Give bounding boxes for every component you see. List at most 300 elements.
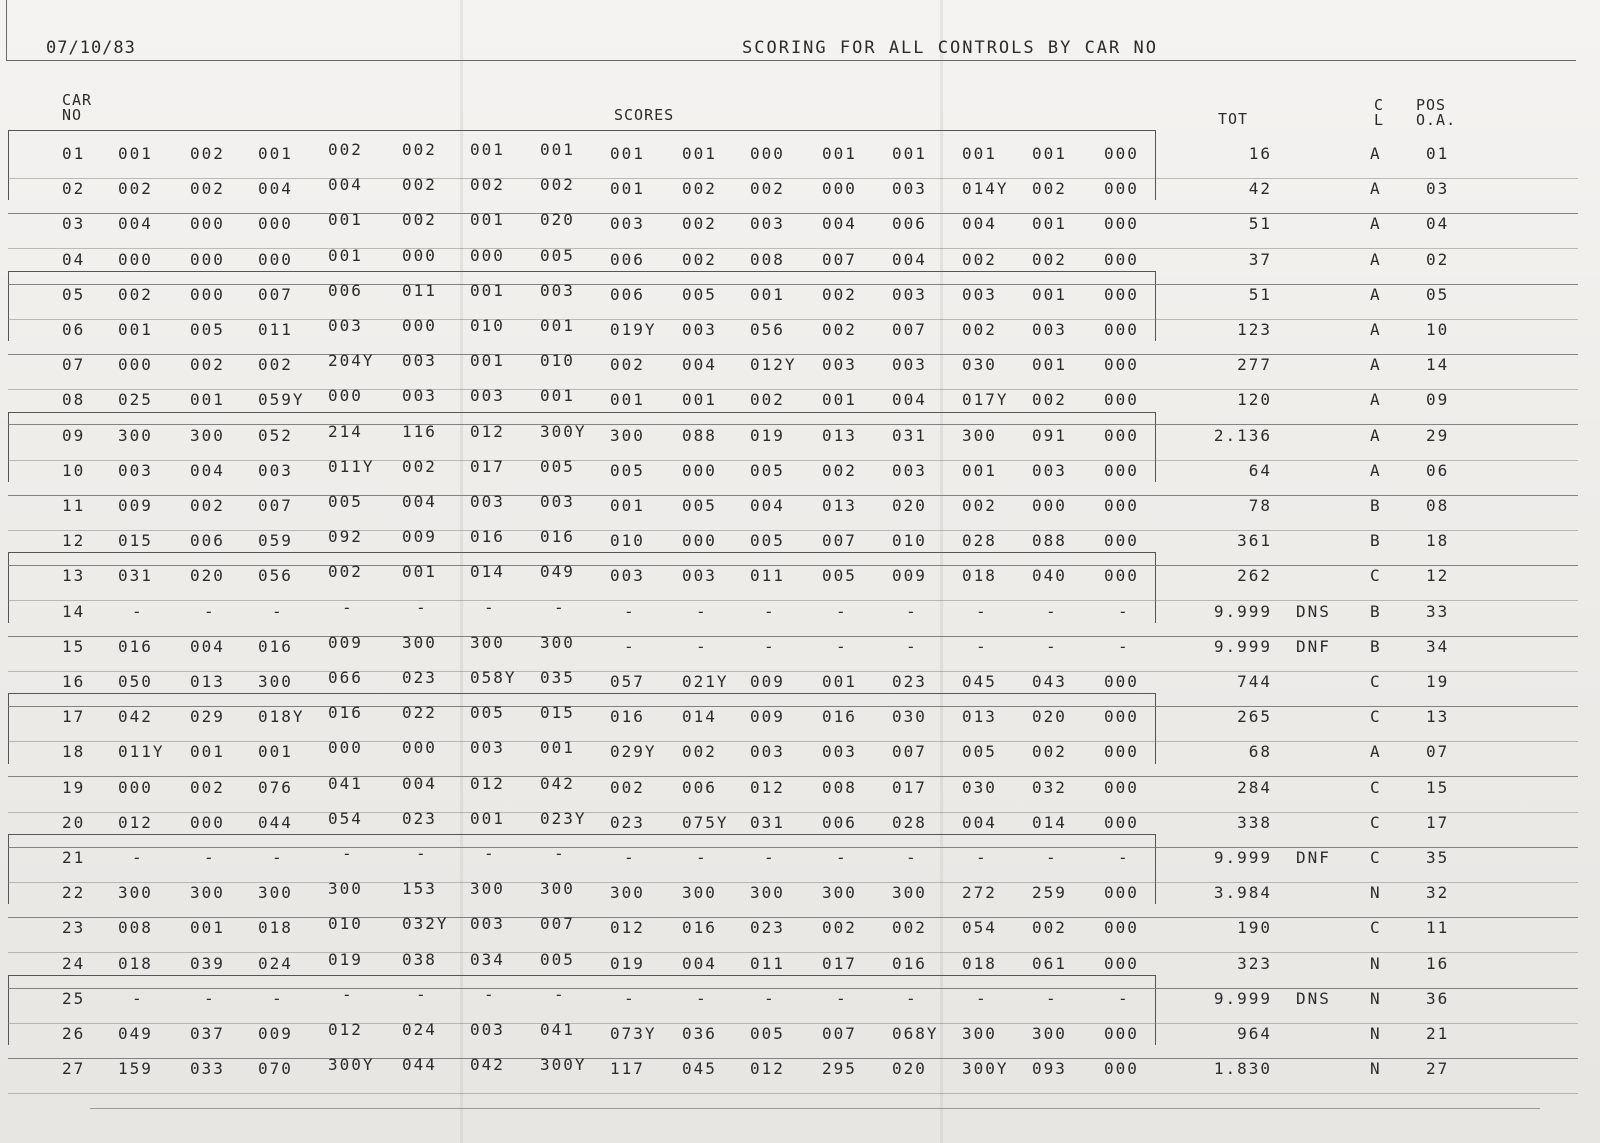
score-cell: 049 <box>540 562 575 582</box>
score-cell: 117 <box>610 1059 645 1079</box>
score-cell: 300 <box>258 883 293 903</box>
score-cell: 006 <box>190 531 225 551</box>
score-cell: 300 <box>962 425 997 445</box>
score-cell: - <box>624 601 636 621</box>
score-cell: 028 <box>962 531 997 551</box>
total-cell: 68 <box>1248 742 1272 762</box>
score-cell: - <box>1046 988 1058 1008</box>
score-cell: 003 <box>470 386 505 406</box>
score-cell: 001 <box>470 140 505 159</box>
score-cell: 005 <box>682 496 717 515</box>
score-cell: 003 <box>750 742 785 762</box>
score-cell: 004 <box>892 390 927 410</box>
score-cell: 002 <box>682 742 717 762</box>
score-cell: 002 <box>402 210 437 230</box>
score-cell: 075Y <box>682 812 729 832</box>
score-cell: 204Y <box>328 351 375 371</box>
score-cell: 030 <box>892 707 927 727</box>
score-cell: 044 <box>402 1055 437 1075</box>
score-cell: 002 <box>822 918 857 938</box>
score-cell: 018 <box>118 953 153 973</box>
total-cell: 9.999 <box>1213 601 1272 621</box>
position-cell: 06 <box>1426 460 1450 480</box>
class-cell: B <box>1370 531 1382 551</box>
score-cell: 300 <box>258 672 293 691</box>
score-cell: - <box>272 848 284 867</box>
score-cell: 002 <box>682 249 717 269</box>
score-cell: 000 <box>1104 918 1139 938</box>
score-cell: 002 <box>402 456 437 476</box>
car-number-cell: 25 <box>62 988 86 1008</box>
position-cell: 09 <box>1426 390 1450 410</box>
position-cell: 32 <box>1426 883 1450 903</box>
score-cell: 012 <box>470 773 505 793</box>
score-cell: 045 <box>962 672 997 691</box>
score-cell: 002 <box>610 355 645 375</box>
score-cell: 300Y <box>328 1055 375 1075</box>
score-cell: - <box>484 597 496 617</box>
score-cell: 000 <box>1104 144 1139 163</box>
score-cell: 042 <box>470 1055 505 1075</box>
score-cell: 000 <box>118 777 153 797</box>
score-cell: 300 <box>610 883 645 903</box>
score-cell: 042 <box>540 773 575 793</box>
score-cell: 019 <box>328 949 363 969</box>
score-cell: - <box>342 597 354 617</box>
status-cell: DNF <box>1296 636 1331 656</box>
score-cell: 002 <box>402 175 437 195</box>
total-cell: 964 <box>1237 1024 1272 1043</box>
car-number-cell: 09 <box>62 425 86 445</box>
class-cell: A <box>1370 214 1382 234</box>
score-cell: 052 <box>258 425 293 445</box>
score-cell: - <box>624 988 636 1008</box>
score-cell: 000 <box>1104 179 1139 199</box>
score-cell: - <box>696 848 708 867</box>
total-cell: 120 <box>1237 390 1272 410</box>
score-cell: 012 <box>750 777 785 797</box>
score-cell: - <box>976 848 988 867</box>
score-cell: 000 <box>1104 812 1139 832</box>
col-header-class-line1: C <box>1374 96 1385 114</box>
score-cell: 016 <box>892 953 927 973</box>
score-cell: 007 <box>258 284 293 304</box>
score-cell: 272 <box>962 883 997 903</box>
position-cell: 01 <box>1426 144 1450 163</box>
car-number-cell: 06 <box>62 320 86 339</box>
score-cell: 003 <box>540 280 575 300</box>
total-cell: 42 <box>1248 179 1272 199</box>
car-number-cell: 08 <box>62 390 86 410</box>
score-cell: 000 <box>1104 425 1139 445</box>
total-cell: 16 <box>1248 144 1272 163</box>
score-cell: 004 <box>682 953 717 973</box>
position-cell: 17 <box>1426 812 1450 832</box>
table-row <box>0 703 1600 742</box>
position-cell: 13 <box>1426 707 1450 727</box>
score-cell: 020 <box>1032 707 1067 727</box>
position-cell: 04 <box>1426 214 1450 234</box>
score-cell: 002 <box>610 777 645 797</box>
table-row <box>0 210 1600 249</box>
score-cell: 300 <box>540 632 575 652</box>
score-cell: 003 <box>892 460 927 480</box>
car-number-cell: 14 <box>62 601 86 621</box>
score-cell: 011 <box>402 280 437 300</box>
score-cell: 041 <box>540 1020 575 1039</box>
score-cell: 000 <box>328 386 363 406</box>
score-cell: 018 <box>962 566 997 586</box>
car-number-cell: 11 <box>62 496 86 515</box>
score-cell: - <box>696 601 708 621</box>
score-cell: - <box>204 988 216 1008</box>
score-cell: 001 <box>892 144 927 163</box>
score-cell: 023 <box>610 812 645 832</box>
car-number-cell: 17 <box>62 707 86 727</box>
score-cell: 005 <box>750 1024 785 1043</box>
score-cell: - <box>484 844 496 863</box>
table-row <box>0 773 1600 813</box>
score-cell: 006 <box>328 280 363 300</box>
score-cell: - <box>342 844 354 863</box>
score-cell: 058Y <box>470 668 517 687</box>
score-cell: 012 <box>610 918 645 938</box>
score-cell: 022 <box>402 703 437 723</box>
score-cell: 010 <box>328 914 363 934</box>
score-cell: 001 <box>682 390 717 410</box>
score-cell: 003 <box>470 492 505 511</box>
score-cell: 004 <box>258 179 293 199</box>
position-cell: 18 <box>1426 531 1450 551</box>
score-cell: 005 <box>328 492 363 511</box>
score-cell: 001 <box>328 245 363 265</box>
score-cell: 013 <box>822 425 857 445</box>
score-cell: 002 <box>190 144 225 163</box>
position-cell: 14 <box>1426 355 1450 375</box>
score-cell: 007 <box>822 1024 857 1043</box>
score-cell: 025 <box>118 390 153 410</box>
score-cell: 020 <box>892 1059 927 1079</box>
score-cell: 034 <box>470 949 505 969</box>
position-cell: 07 <box>1426 742 1450 762</box>
score-cell: 023 <box>402 668 437 687</box>
car-number-cell: 20 <box>62 812 86 832</box>
score-cell: 023 <box>402 808 437 828</box>
score-cell: 000 <box>1104 777 1139 797</box>
score-cell: 000 <box>682 460 717 480</box>
table-row <box>0 668 1600 707</box>
score-cell: 001 <box>540 316 575 335</box>
table-row <box>0 949 1600 989</box>
score-cell: 003 <box>892 284 927 304</box>
class-cell: A <box>1370 144 1382 163</box>
score-cell: - <box>132 848 144 867</box>
col-header-scores: SCORES <box>614 106 675 124</box>
footer-rule <box>90 1108 1540 1109</box>
score-cell: 012Y <box>750 355 797 375</box>
score-cell: 092 <box>328 527 363 547</box>
col-header-tot: TOT <box>1218 110 1249 128</box>
score-cell: 005 <box>470 703 505 723</box>
score-cell: - <box>836 848 848 867</box>
class-cell: A <box>1370 390 1382 410</box>
score-cell: 001 <box>610 496 645 515</box>
class-cell: A <box>1370 425 1382 445</box>
score-cell: 002 <box>118 179 153 199</box>
score-cell: 006 <box>892 214 927 234</box>
position-cell: 12 <box>1426 566 1450 586</box>
total-cell: 1.830 <box>1213 1059 1272 1079</box>
score-cell: 001 <box>258 144 293 163</box>
score-cell: 300 <box>822 883 857 903</box>
score-cell: 035 <box>540 668 575 687</box>
score-cell: 002 <box>190 496 225 515</box>
score-cell: 005 <box>610 460 645 480</box>
score-cell: 006 <box>822 812 857 832</box>
score-cell: 033 <box>190 1059 225 1079</box>
car-number-cell: 22 <box>62 883 86 903</box>
score-cell: - <box>696 988 708 1008</box>
score-cell: 019Y <box>610 320 657 339</box>
car-number-cell: 26 <box>62 1024 86 1043</box>
score-cell: 014 <box>1032 812 1067 832</box>
total-cell: 9.999 <box>1213 636 1272 656</box>
score-cell: 008 <box>118 918 153 938</box>
position-cell: 35 <box>1426 848 1450 867</box>
score-cell: 300 <box>118 883 153 903</box>
score-cell: 001 <box>190 390 225 410</box>
score-cell: 009 <box>118 496 153 515</box>
table-row <box>0 421 1600 461</box>
score-cell: - <box>416 844 428 863</box>
score-cell: 001 <box>402 562 437 582</box>
score-cell: 000 <box>1104 742 1139 762</box>
score-cell: 049 <box>118 1024 153 1043</box>
score-cell: 007 <box>822 531 857 551</box>
score-cell: 006 <box>610 284 645 304</box>
score-cell: 153 <box>402 879 437 899</box>
class-cell: B <box>1370 496 1382 515</box>
score-cell: 017 <box>892 777 927 797</box>
score-cell: 001 <box>822 390 857 410</box>
score-cell: - <box>1046 601 1058 621</box>
total-cell: 277 <box>1237 355 1272 375</box>
report-title: SCORING FOR ALL CONTROLS BY CAR NO <box>742 38 1158 58</box>
score-cell: 011 <box>750 953 785 973</box>
score-cell: 001 <box>258 742 293 762</box>
score-cell: 004 <box>750 496 785 515</box>
score-cell: 159 <box>118 1059 153 1079</box>
score-cell: 001 <box>610 144 645 163</box>
score-cell: 017 <box>822 953 857 973</box>
score-cell: 029 <box>190 707 225 727</box>
score-cell: 002 <box>402 140 437 159</box>
score-cell: 300 <box>402 632 437 652</box>
position-cell: 29 <box>1426 425 1450 445</box>
score-cell: 000 <box>1104 566 1139 586</box>
score-cell: - <box>906 988 918 1008</box>
score-cell: 008 <box>822 777 857 797</box>
score-cell: 002 <box>822 320 857 339</box>
class-cell: C <box>1370 566 1382 586</box>
score-cell: 300 <box>190 883 225 903</box>
score-cell: 007 <box>822 249 857 269</box>
score-cell: 004 <box>118 214 153 234</box>
table-row <box>0 175 1600 214</box>
score-cell: 015 <box>118 531 153 551</box>
score-cell: 001 <box>822 672 857 691</box>
position-cell: 11 <box>1426 918 1450 938</box>
car-number-cell: 16 <box>62 672 86 691</box>
class-cell: C <box>1370 777 1382 797</box>
table-row <box>0 527 1600 566</box>
score-cell: - <box>836 601 848 621</box>
table-row <box>0 492 1600 531</box>
score-cell: 005 <box>540 949 575 969</box>
score-cell: 016 <box>118 636 153 656</box>
car-number-cell: 21 <box>62 848 86 867</box>
score-cell: 000 <box>1104 883 1139 903</box>
score-cell: 005 <box>962 742 997 762</box>
score-cell: 003 <box>540 492 575 511</box>
position-cell: 33 <box>1426 601 1450 621</box>
score-cell: 300Y <box>540 421 587 441</box>
status-cell: DNS <box>1296 601 1331 621</box>
score-cell: 000 <box>328 738 363 758</box>
score-cell: 004 <box>190 636 225 656</box>
car-number-cell: 27 <box>62 1059 86 1079</box>
score-cell: 007 <box>258 496 293 515</box>
score-cell: 013 <box>190 672 225 691</box>
score-cell: 010 <box>470 316 505 335</box>
score-cell: 002 <box>962 320 997 339</box>
table-row <box>0 562 1600 601</box>
class-cell: A <box>1370 742 1382 762</box>
score-cell: 004 <box>822 214 857 234</box>
score-cell: 003 <box>328 316 363 335</box>
score-cell: 000 <box>682 531 717 551</box>
score-cell: 300 <box>470 879 505 899</box>
score-cell: 039 <box>190 953 225 973</box>
score-cell: 088 <box>682 425 717 445</box>
score-cell: 002 <box>1032 249 1067 269</box>
score-cell: 024 <box>402 1020 437 1039</box>
score-cell: - <box>1118 601 1130 621</box>
total-cell: 51 <box>1248 214 1272 234</box>
score-cell: 295 <box>822 1059 857 1079</box>
total-cell: 3.984 <box>1213 883 1272 903</box>
score-cell: 300 <box>750 883 785 903</box>
class-cell: A <box>1370 284 1382 304</box>
score-cell: 000 <box>190 214 225 234</box>
score-cell: 000 <box>1104 249 1139 269</box>
position-cell: 16 <box>1426 953 1450 973</box>
score-cell: 050 <box>118 672 153 691</box>
score-cell: 300Y <box>540 1055 587 1075</box>
score-cell: 003 <box>822 355 857 375</box>
total-cell: 361 <box>1237 531 1272 551</box>
score-cell: 001 <box>1032 214 1067 234</box>
score-cell: 028 <box>892 812 927 832</box>
car-number-cell: 13 <box>62 566 86 586</box>
score-cell: 000 <box>1104 531 1139 551</box>
score-cell: - <box>204 601 216 621</box>
position-cell: 02 <box>1426 249 1450 269</box>
score-cell: - <box>906 636 918 656</box>
score-cell: 016 <box>328 703 363 723</box>
score-cell: 000 <box>402 245 437 265</box>
score-cell: - <box>836 636 848 656</box>
score-cell: 002 <box>118 284 153 304</box>
car-number-cell: 19 <box>62 777 86 797</box>
col-header-car-line1: CAR <box>62 91 93 109</box>
table-row <box>0 1055 1600 1094</box>
score-cell: 001 <box>470 210 505 230</box>
table-row <box>0 456 1600 496</box>
score-cell: 003 <box>402 386 437 406</box>
score-cell: 000 <box>402 316 437 335</box>
score-cell: - <box>272 601 284 621</box>
score-cell: - <box>416 984 428 1004</box>
score-cell: 003 <box>610 566 645 586</box>
total-cell: 51 <box>1248 284 1272 304</box>
position-cell: 34 <box>1426 636 1450 656</box>
car-number-cell: 07 <box>62 355 86 375</box>
car-number-cell: 23 <box>62 918 86 938</box>
score-cell: 061 <box>1032 953 1067 973</box>
score-cell: 013 <box>822 496 857 515</box>
score-cell: 000 <box>118 355 153 375</box>
score-cell: 000 <box>1104 953 1139 973</box>
status-cell: DNF <box>1296 848 1331 867</box>
score-cell: 003 <box>822 742 857 762</box>
score-cell: - <box>1118 636 1130 656</box>
score-cell: 016 <box>258 636 293 656</box>
score-cell: 116 <box>402 421 437 441</box>
col-header-car-line2: NO <box>62 106 83 124</box>
score-cell: 000 <box>190 249 225 269</box>
position-cell: 19 <box>1426 672 1450 691</box>
score-cell: 045 <box>682 1059 717 1079</box>
score-cell: 000 <box>402 738 437 758</box>
class-cell: B <box>1370 636 1382 656</box>
score-cell: 010 <box>892 531 927 551</box>
total-cell: 37 <box>1248 249 1272 269</box>
score-cell: 005 <box>540 456 575 476</box>
score-cell: - <box>906 601 918 621</box>
score-cell: 093 <box>1032 1059 1067 1079</box>
position-cell: 15 <box>1426 777 1450 797</box>
score-cell: 000 <box>1104 1024 1139 1043</box>
score-cell: 032Y <box>402 914 449 934</box>
score-cell: 059 <box>258 531 293 551</box>
score-cell: 300Y <box>962 1059 1009 1079</box>
score-cell: 032 <box>1032 777 1067 797</box>
score-cell: 014Y <box>962 179 1009 199</box>
table-row <box>0 245 1600 285</box>
score-cell: 020 <box>540 210 575 230</box>
score-cell: 068Y <box>892 1024 939 1043</box>
score-cell: 003 <box>682 320 717 339</box>
score-cell: 000 <box>258 249 293 269</box>
score-cell: 009 <box>750 672 785 691</box>
score-cell: 000 <box>1104 390 1139 410</box>
class-cell: A <box>1370 355 1382 375</box>
table-row <box>0 844 1600 883</box>
score-cell: 000 <box>1104 460 1139 480</box>
score-cell: 002 <box>962 249 997 269</box>
score-cell: 059Y <box>258 390 305 410</box>
